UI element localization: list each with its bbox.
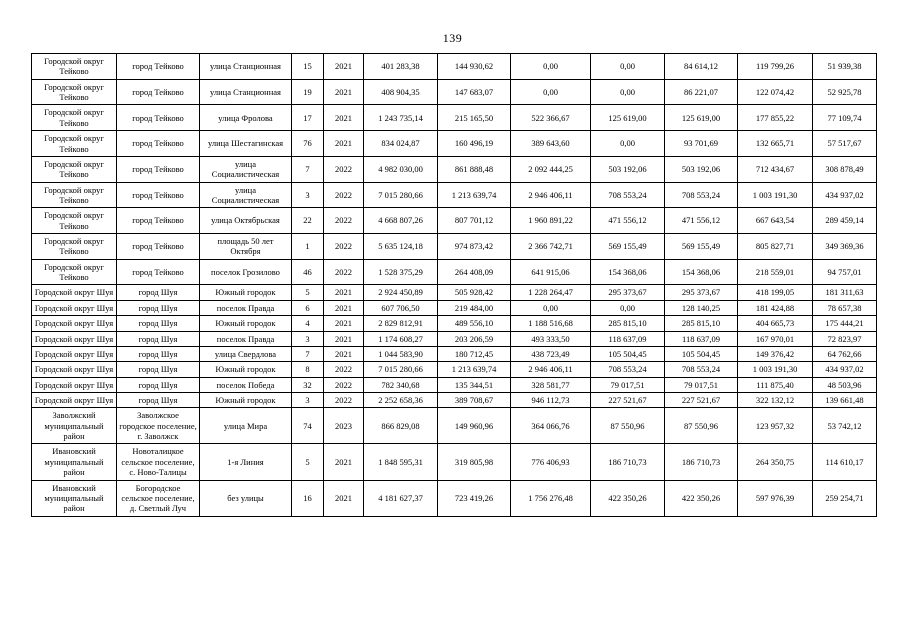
cell-value: 7 015 280,66: [364, 182, 438, 208]
cell-municipality: Ивановский муниципальный район: [32, 444, 117, 480]
cell-street: улица Станционная: [200, 79, 292, 105]
cell-settlement: город Тейково: [117, 54, 200, 80]
table-row: [32, 54, 877, 80]
cell-house-number: 74: [292, 408, 324, 444]
cell-value: 122 074,42: [738, 79, 813, 105]
cell-settlement: город Шуя: [117, 285, 200, 300]
cell-value: 94 757,01: [813, 259, 877, 285]
cell-settlement: город Шуя: [117, 377, 200, 392]
cell-value: 1 756 276,48: [511, 480, 591, 516]
cell-municipality: Городской округ Тейково: [32, 208, 117, 234]
cell-value: 0,00: [511, 79, 591, 105]
cell-value: 105 504,45: [665, 346, 738, 361]
cell-settlement: город Шуя: [117, 331, 200, 346]
cell-value: 522 366,67: [511, 105, 591, 131]
cell-year: 2022: [324, 259, 364, 285]
cell-house-number: 3: [292, 392, 324, 407]
cell-value: 946 112,73: [511, 392, 591, 407]
table-row: [32, 408, 877, 444]
cell-value: 186 710,73: [665, 444, 738, 480]
cell-value: 1 228 264,47: [511, 285, 591, 300]
cell-value: 118 637,09: [591, 331, 665, 346]
cell-year: 2021: [324, 346, 364, 361]
cell-street: поселок Правда: [200, 300, 292, 315]
cell-value: 186 710,73: [591, 444, 665, 480]
cell-value: 86 221,07: [665, 79, 738, 105]
cell-municipality: Городской округ Тейково: [32, 182, 117, 208]
cell-municipality: Городской округ Тейково: [32, 54, 117, 80]
cell-value: 712 434,67: [738, 156, 813, 182]
cell-value: 78 657,38: [813, 300, 877, 315]
page-number: 139: [442, 31, 463, 45]
cell-value: 2 366 742,71: [511, 234, 591, 260]
cell-municipality: Городской округ Тейково: [32, 259, 117, 285]
cell-street: Южный городок: [200, 285, 292, 300]
cell-municipality: Городской округ Шуя: [32, 377, 117, 392]
cell-street: Южный городок: [200, 362, 292, 377]
cell-value: 866 829,08: [364, 408, 438, 444]
table-row: [32, 331, 877, 346]
cell-street: улица Мира: [200, 408, 292, 444]
cell-municipality: Городской округ Тейково: [32, 79, 117, 105]
cell-street: поселок Грозилово: [200, 259, 292, 285]
cell-value: 7 015 280,66: [364, 362, 438, 377]
cell-value: 404 665,73: [738, 316, 813, 331]
cell-value: 667 643,54: [738, 208, 813, 234]
cell-municipality: Городской округ Тейково: [32, 131, 117, 157]
cell-value: 2 946 406,11: [511, 362, 591, 377]
cell-value: 2 924 450,89: [364, 285, 438, 300]
cell-value: 2 092 444,25: [511, 156, 591, 182]
cell-value: 708 553,24: [591, 362, 665, 377]
cell-value: 805 827,71: [738, 234, 813, 260]
table-row: [32, 234, 877, 260]
cell-value: 180 712,45: [438, 346, 511, 361]
cell-municipality: Ивановский муниципальный район: [32, 480, 117, 516]
table-row: [32, 156, 877, 182]
cell-value: 53 742,12: [813, 408, 877, 444]
cell-value: 861 888,48: [438, 156, 511, 182]
cell-value: 181 311,63: [813, 285, 877, 300]
cell-house-number: 7: [292, 156, 324, 182]
cell-house-number: 4: [292, 316, 324, 331]
cell-value: 139 661,48: [813, 392, 877, 407]
cell-value: 1 188 516,68: [511, 316, 591, 331]
cell-year: 2022: [324, 182, 364, 208]
table-row: [32, 131, 877, 157]
cell-value: 2 946 406,11: [511, 182, 591, 208]
cell-value: 503 192,06: [591, 156, 665, 182]
cell-settlement: город Тейково: [117, 234, 200, 260]
cell-value: 708 553,24: [665, 362, 738, 377]
table-row: [32, 444, 877, 480]
cell-street: улица Шестагинская: [200, 131, 292, 157]
cell-value: 1 213 639,74: [438, 362, 511, 377]
cell-value: 489 556,10: [438, 316, 511, 331]
cell-value: 77 109,74: [813, 105, 877, 131]
cell-value: 607 706,50: [364, 300, 438, 315]
cell-value: 308 878,49: [813, 156, 877, 182]
cell-value: 401 283,38: [364, 54, 438, 80]
cell-year: 2021: [324, 480, 364, 516]
cell-street: улица Станционная: [200, 54, 292, 80]
table-row: [32, 79, 877, 105]
cell-house-number: 46: [292, 259, 324, 285]
table-row: [32, 208, 877, 234]
cell-value: 505 928,42: [438, 285, 511, 300]
cell-value: 471 556,12: [665, 208, 738, 234]
cell-house-number: 7: [292, 346, 324, 361]
cell-value: 1 848 595,31: [364, 444, 438, 480]
table-row: [32, 377, 877, 392]
cell-value: 0,00: [591, 54, 665, 80]
cell-value: 597 976,39: [738, 480, 813, 516]
cell-year: 2021: [324, 105, 364, 131]
cell-house-number: 76: [292, 131, 324, 157]
cell-value: 1 528 375,29: [364, 259, 438, 285]
cell-street: без улицы: [200, 480, 292, 516]
cell-value: 264 408,09: [438, 259, 511, 285]
cell-value: 149 376,42: [738, 346, 813, 361]
data-table: [31, 53, 877, 517]
cell-year: 2022: [324, 156, 364, 182]
cell-value: 154 368,06: [665, 259, 738, 285]
cell-street: улица Свердлова: [200, 346, 292, 361]
cell-house-number: 22: [292, 208, 324, 234]
cell-value: 422 350,26: [591, 480, 665, 516]
cell-municipality: Городской округ Шуя: [32, 392, 117, 407]
cell-settlement: город Тейково: [117, 182, 200, 208]
cell-value: 125 619,00: [591, 105, 665, 131]
cell-value: 175 444,21: [813, 316, 877, 331]
cell-value: 319 805,98: [438, 444, 511, 480]
cell-municipality: Заволжский муниципальный район: [32, 408, 117, 444]
cell-value: 834 024,87: [364, 131, 438, 157]
cell-value: 128 140,25: [665, 300, 738, 315]
table-row: [32, 105, 877, 131]
cell-year: 2022: [324, 208, 364, 234]
table-row: [32, 259, 877, 285]
cell-street: Южный городок: [200, 392, 292, 407]
table-row: [32, 182, 877, 208]
cell-municipality: Городской округ Тейково: [32, 234, 117, 260]
cell-value: 708 553,24: [665, 182, 738, 208]
cell-municipality: Городской округ Шуя: [32, 346, 117, 361]
cell-street: улица Октябрьская: [200, 208, 292, 234]
cell-value: 408 904,35: [364, 79, 438, 105]
cell-municipality: Городской округ Шуя: [32, 331, 117, 346]
cell-house-number: 3: [292, 331, 324, 346]
cell-value: 328 581,77: [511, 377, 591, 392]
cell-year: 2022: [324, 362, 364, 377]
table-row: [32, 362, 877, 377]
table-body: [32, 54, 877, 517]
cell-value: 72 823,97: [813, 331, 877, 346]
cell-settlement: город Тейково: [117, 259, 200, 285]
cell-value: 493 333,50: [511, 331, 591, 346]
cell-settlement: Новоталицкое сельское поселение, с. Ново-Талицы: [117, 444, 200, 480]
cell-year: 2021: [324, 131, 364, 157]
cell-value: 87 550,96: [591, 408, 665, 444]
cell-street: площадь 50 лет Октября: [200, 234, 292, 260]
cell-value: 149 960,96: [438, 408, 511, 444]
cell-year: 2021: [324, 79, 364, 105]
cell-value: 218 559,01: [738, 259, 813, 285]
cell-value: 118 637,09: [665, 331, 738, 346]
cell-street: Южный городок: [200, 316, 292, 331]
cell-value: 132 665,71: [738, 131, 813, 157]
cell-municipality: Городской округ Шуя: [32, 300, 117, 315]
cell-value: 93 701,69: [665, 131, 738, 157]
cell-value: 119 799,26: [738, 54, 813, 80]
cell-year: 2021: [324, 444, 364, 480]
cell-value: 0,00: [591, 79, 665, 105]
cell-value: 364 066,76: [511, 408, 591, 444]
cell-settlement: город Шуя: [117, 362, 200, 377]
cell-value: 123 957,32: [738, 408, 813, 444]
cell-value: 5 635 124,18: [364, 234, 438, 260]
cell-value: 125 619,00: [665, 105, 738, 131]
cell-value: 434 937,02: [813, 362, 877, 377]
cell-value: 79 017,51: [591, 377, 665, 392]
cell-value: 181 424,88: [738, 300, 813, 315]
cell-value: 289 459,14: [813, 208, 877, 234]
cell-value: 51 939,38: [813, 54, 877, 80]
cell-house-number: 17: [292, 105, 324, 131]
cell-value: 177 855,22: [738, 105, 813, 131]
cell-settlement: город Тейково: [117, 156, 200, 182]
cell-house-number: 16: [292, 480, 324, 516]
cell-house-number: 19: [292, 79, 324, 105]
cell-house-number: 6: [292, 300, 324, 315]
table-row: [32, 392, 877, 407]
cell-municipality: Городской округ Шуя: [32, 316, 117, 331]
cell-street: поселок Победа: [200, 377, 292, 392]
cell-value: 389 643,60: [511, 131, 591, 157]
cell-settlement: Заволжское городское поселение, г. Заволжск: [117, 408, 200, 444]
cell-value: 227 521,67: [665, 392, 738, 407]
cell-year: 2021: [324, 54, 364, 80]
cell-value: 57 517,67: [813, 131, 877, 157]
cell-value: 84 614,12: [665, 54, 738, 80]
table-row: [32, 316, 877, 331]
cell-municipality: Городской округ Тейково: [32, 105, 117, 131]
cell-value: 285 815,10: [665, 316, 738, 331]
cell-value: 438 723,49: [511, 346, 591, 361]
cell-value: 782 340,68: [364, 377, 438, 392]
cell-value: 1 003 191,30: [738, 182, 813, 208]
cell-year: 2022: [324, 234, 364, 260]
cell-settlement: город Шуя: [117, 346, 200, 361]
cell-value: 295 373,67: [665, 285, 738, 300]
cell-municipality: Городской округ Шуя: [32, 285, 117, 300]
cell-settlement: Богородское сельское поселение, д. Светлый Луч: [117, 480, 200, 516]
cell-settlement: город Тейково: [117, 131, 200, 157]
cell-value: 434 937,02: [813, 182, 877, 208]
cell-street: поселок Правда: [200, 331, 292, 346]
cell-value: 48 503,96: [813, 377, 877, 392]
cell-value: 1 960 891,22: [511, 208, 591, 234]
cell-value: 349 369,36: [813, 234, 877, 260]
cell-year: 2021: [324, 316, 364, 331]
cell-value: 1 243 735,14: [364, 105, 438, 131]
cell-value: 389 708,67: [438, 392, 511, 407]
cell-value: 227 521,67: [591, 392, 665, 407]
cell-value: 154 368,06: [591, 259, 665, 285]
cell-value: 569 155,49: [591, 234, 665, 260]
cell-house-number: 8: [292, 362, 324, 377]
cell-value: 215 165,50: [438, 105, 511, 131]
cell-street: улица Фролова: [200, 105, 292, 131]
cell-value: 4 181 627,37: [364, 480, 438, 516]
cell-value: 264 350,75: [738, 444, 813, 480]
cell-value: 0,00: [591, 300, 665, 315]
cell-value: 569 155,49: [665, 234, 738, 260]
cell-value: 1 213 639,74: [438, 182, 511, 208]
cell-year: 2021: [324, 331, 364, 346]
cell-settlement: город Тейково: [117, 208, 200, 234]
cell-value: 708 553,24: [591, 182, 665, 208]
cell-value: 4 668 807,26: [364, 208, 438, 234]
cell-value: 144 930,62: [438, 54, 511, 80]
table-row: [32, 480, 877, 516]
cell-value: 52 925,78: [813, 79, 877, 105]
cell-value: 2 252 658,36: [364, 392, 438, 407]
cell-value: 203 206,59: [438, 331, 511, 346]
cell-value: 776 406,93: [511, 444, 591, 480]
cell-settlement: город Тейково: [117, 79, 200, 105]
cell-value: 1 174 608,27: [364, 331, 438, 346]
cell-house-number: 32: [292, 377, 324, 392]
cell-house-number: 5: [292, 285, 324, 300]
table-row: [32, 346, 877, 361]
cell-year: 2021: [324, 300, 364, 315]
cell-value: 1 044 583,90: [364, 346, 438, 361]
cell-house-number: 1: [292, 234, 324, 260]
cell-year: 2022: [324, 392, 364, 407]
cell-value: 723 419,26: [438, 480, 511, 516]
cell-value: 285 815,10: [591, 316, 665, 331]
cell-value: 111 875,40: [738, 377, 813, 392]
cell-value: 147 683,07: [438, 79, 511, 105]
cell-value: 807 701,12: [438, 208, 511, 234]
cell-street: улица Социалистическая: [200, 182, 292, 208]
cell-street: 1-я Линия: [200, 444, 292, 480]
cell-value: 160 496,19: [438, 131, 511, 157]
cell-municipality: Городской округ Шуя: [32, 362, 117, 377]
cell-value: 0,00: [511, 300, 591, 315]
cell-settlement: город Шуя: [117, 392, 200, 407]
cell-value: 974 873,42: [438, 234, 511, 260]
cell-year: 2023: [324, 408, 364, 444]
cell-value: 114 610,17: [813, 444, 877, 480]
cell-value: 471 556,12: [591, 208, 665, 234]
cell-value: 79 017,51: [665, 377, 738, 392]
cell-value: 167 970,01: [738, 331, 813, 346]
cell-value: 135 344,51: [438, 377, 511, 392]
cell-value: 641 915,06: [511, 259, 591, 285]
cell-value: 418 199,05: [738, 285, 813, 300]
cell-settlement: город Шуя: [117, 300, 200, 315]
cell-value: 87 550,96: [665, 408, 738, 444]
cell-settlement: город Шуя: [117, 316, 200, 331]
cell-value: 219 484,00: [438, 300, 511, 315]
cell-value: 64 762,66: [813, 346, 877, 361]
cell-street: улица Социалистическая: [200, 156, 292, 182]
table-row: [32, 285, 877, 300]
cell-value: 503 192,06: [665, 156, 738, 182]
cell-house-number: 15: [292, 54, 324, 80]
cell-value: 0,00: [591, 131, 665, 157]
cell-value: 322 132,12: [738, 392, 813, 407]
cell-value: 2 829 812,91: [364, 316, 438, 331]
cell-year: 2022: [324, 377, 364, 392]
cell-municipality: Городской округ Тейково: [32, 156, 117, 182]
cell-house-number: 5: [292, 444, 324, 480]
cell-value: 422 350,26: [665, 480, 738, 516]
cell-settlement: город Тейково: [117, 105, 200, 131]
cell-value: 4 982 030,00: [364, 156, 438, 182]
cell-value: 105 504,45: [591, 346, 665, 361]
table-row: [32, 300, 877, 315]
cell-value: 0,00: [511, 54, 591, 80]
cell-value: 1 003 191,30: [738, 362, 813, 377]
cell-value: 259 254,71: [813, 480, 877, 516]
cell-house-number: 3: [292, 182, 324, 208]
cell-year: 2021: [324, 285, 364, 300]
cell-value: 295 373,67: [591, 285, 665, 300]
